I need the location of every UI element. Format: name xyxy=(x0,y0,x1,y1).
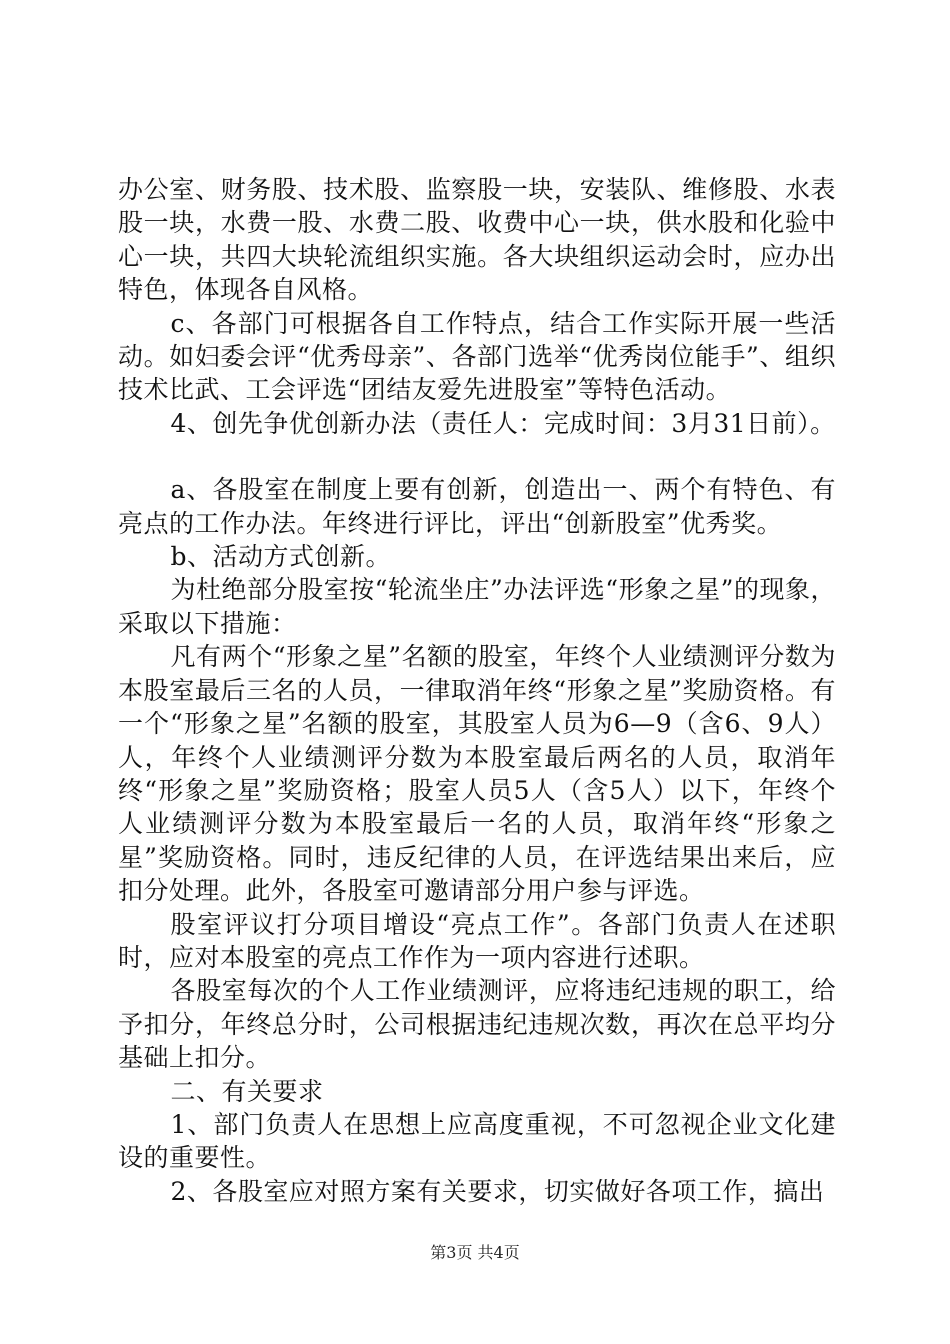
paragraph-section-4: 4、创先争优创新办法（责任人：完成时间：3月31日前）。 xyxy=(170,408,836,438)
document-body xyxy=(118,173,836,1208)
page-number-footer: 第3页 共4页 xyxy=(430,1243,520,1262)
paragraph-requirement-2: 2、各股室应对照方案有关要求，切实做好各项工作，搞出 xyxy=(170,1176,825,1206)
paragraph-sports-groups: 办公室、财务股、技术股、监察股一块，安装队、维修股、水表股一块，水费一股、水费二股、收费中心一块，供水股和化验中心一块，共四大块轮流组织实施。各大块组织运动会时，应办出特色，体现各自风格。 xyxy=(118,175,836,305)
paragraph-item-b: b、活动方式创新。 xyxy=(170,542,392,572)
paragraph-measures-detail: 凡有两个“形象之星”名额的股室，年终个人业绩测评分数为本股室最后三名的人员，一律取消年终“形象之星”奖励资格。有一个“形象之星”名额的股室，其股室人员为6—9（含6、9人）人，年终个人业绩测评分数为本股室最后两名的人员，取消年终“形象之星”奖励资格；股室人员5人（含5人）以下，年终个人业绩测评分数为本股室最后一名的人员，取消年终“形象之星”奖励资格。同时，违反纪律的人员，在评选结果出来后，应扣分处理。此外，各股室可邀请部分用户参与评选。 xyxy=(118,642,836,906)
paragraph-highlight-work: 股室评议打分项目增设“亮点工作”。各部门负责人在述职时，应对本股室的亮点工作作为一项内容进行述职。 xyxy=(118,909,836,972)
paragraph-measures-intro: 为杜绝部分股室按“轮流坐庄”办法评选“形象之星”的现象，采取以下措施： xyxy=(118,575,836,638)
paragraph-performance-deduction: 各股室每次的个人工作业绩测评，应将违纪违规的职工，给予扣分，年终总分时，公司根据违纪违规次数，再次在总平均分基础上扣分。 xyxy=(118,976,836,1073)
paragraph-item-a: a、各股室在制度上要有创新，创造出一、两个有特色、有亮点的工作办法。年终进行评比，评出“创新股室”优秀奖。 xyxy=(118,475,836,538)
section-heading-requirements: 二、有关要求 xyxy=(170,1076,324,1106)
paragraph-item-c: c、各部门可根据各自工作特点，结合工作实际开展一些活动。如妇委会评“优秀母亲”、各部门选举“优秀岗位能手”、组织技术比武、工会评选“团结友爱先进股室”等特色活动。 xyxy=(118,308,836,405)
paragraph-requirement-1: 1、部门负责人在思想上应高度重视，不可忽视企业文化建设的重要性。 xyxy=(118,1109,836,1173)
